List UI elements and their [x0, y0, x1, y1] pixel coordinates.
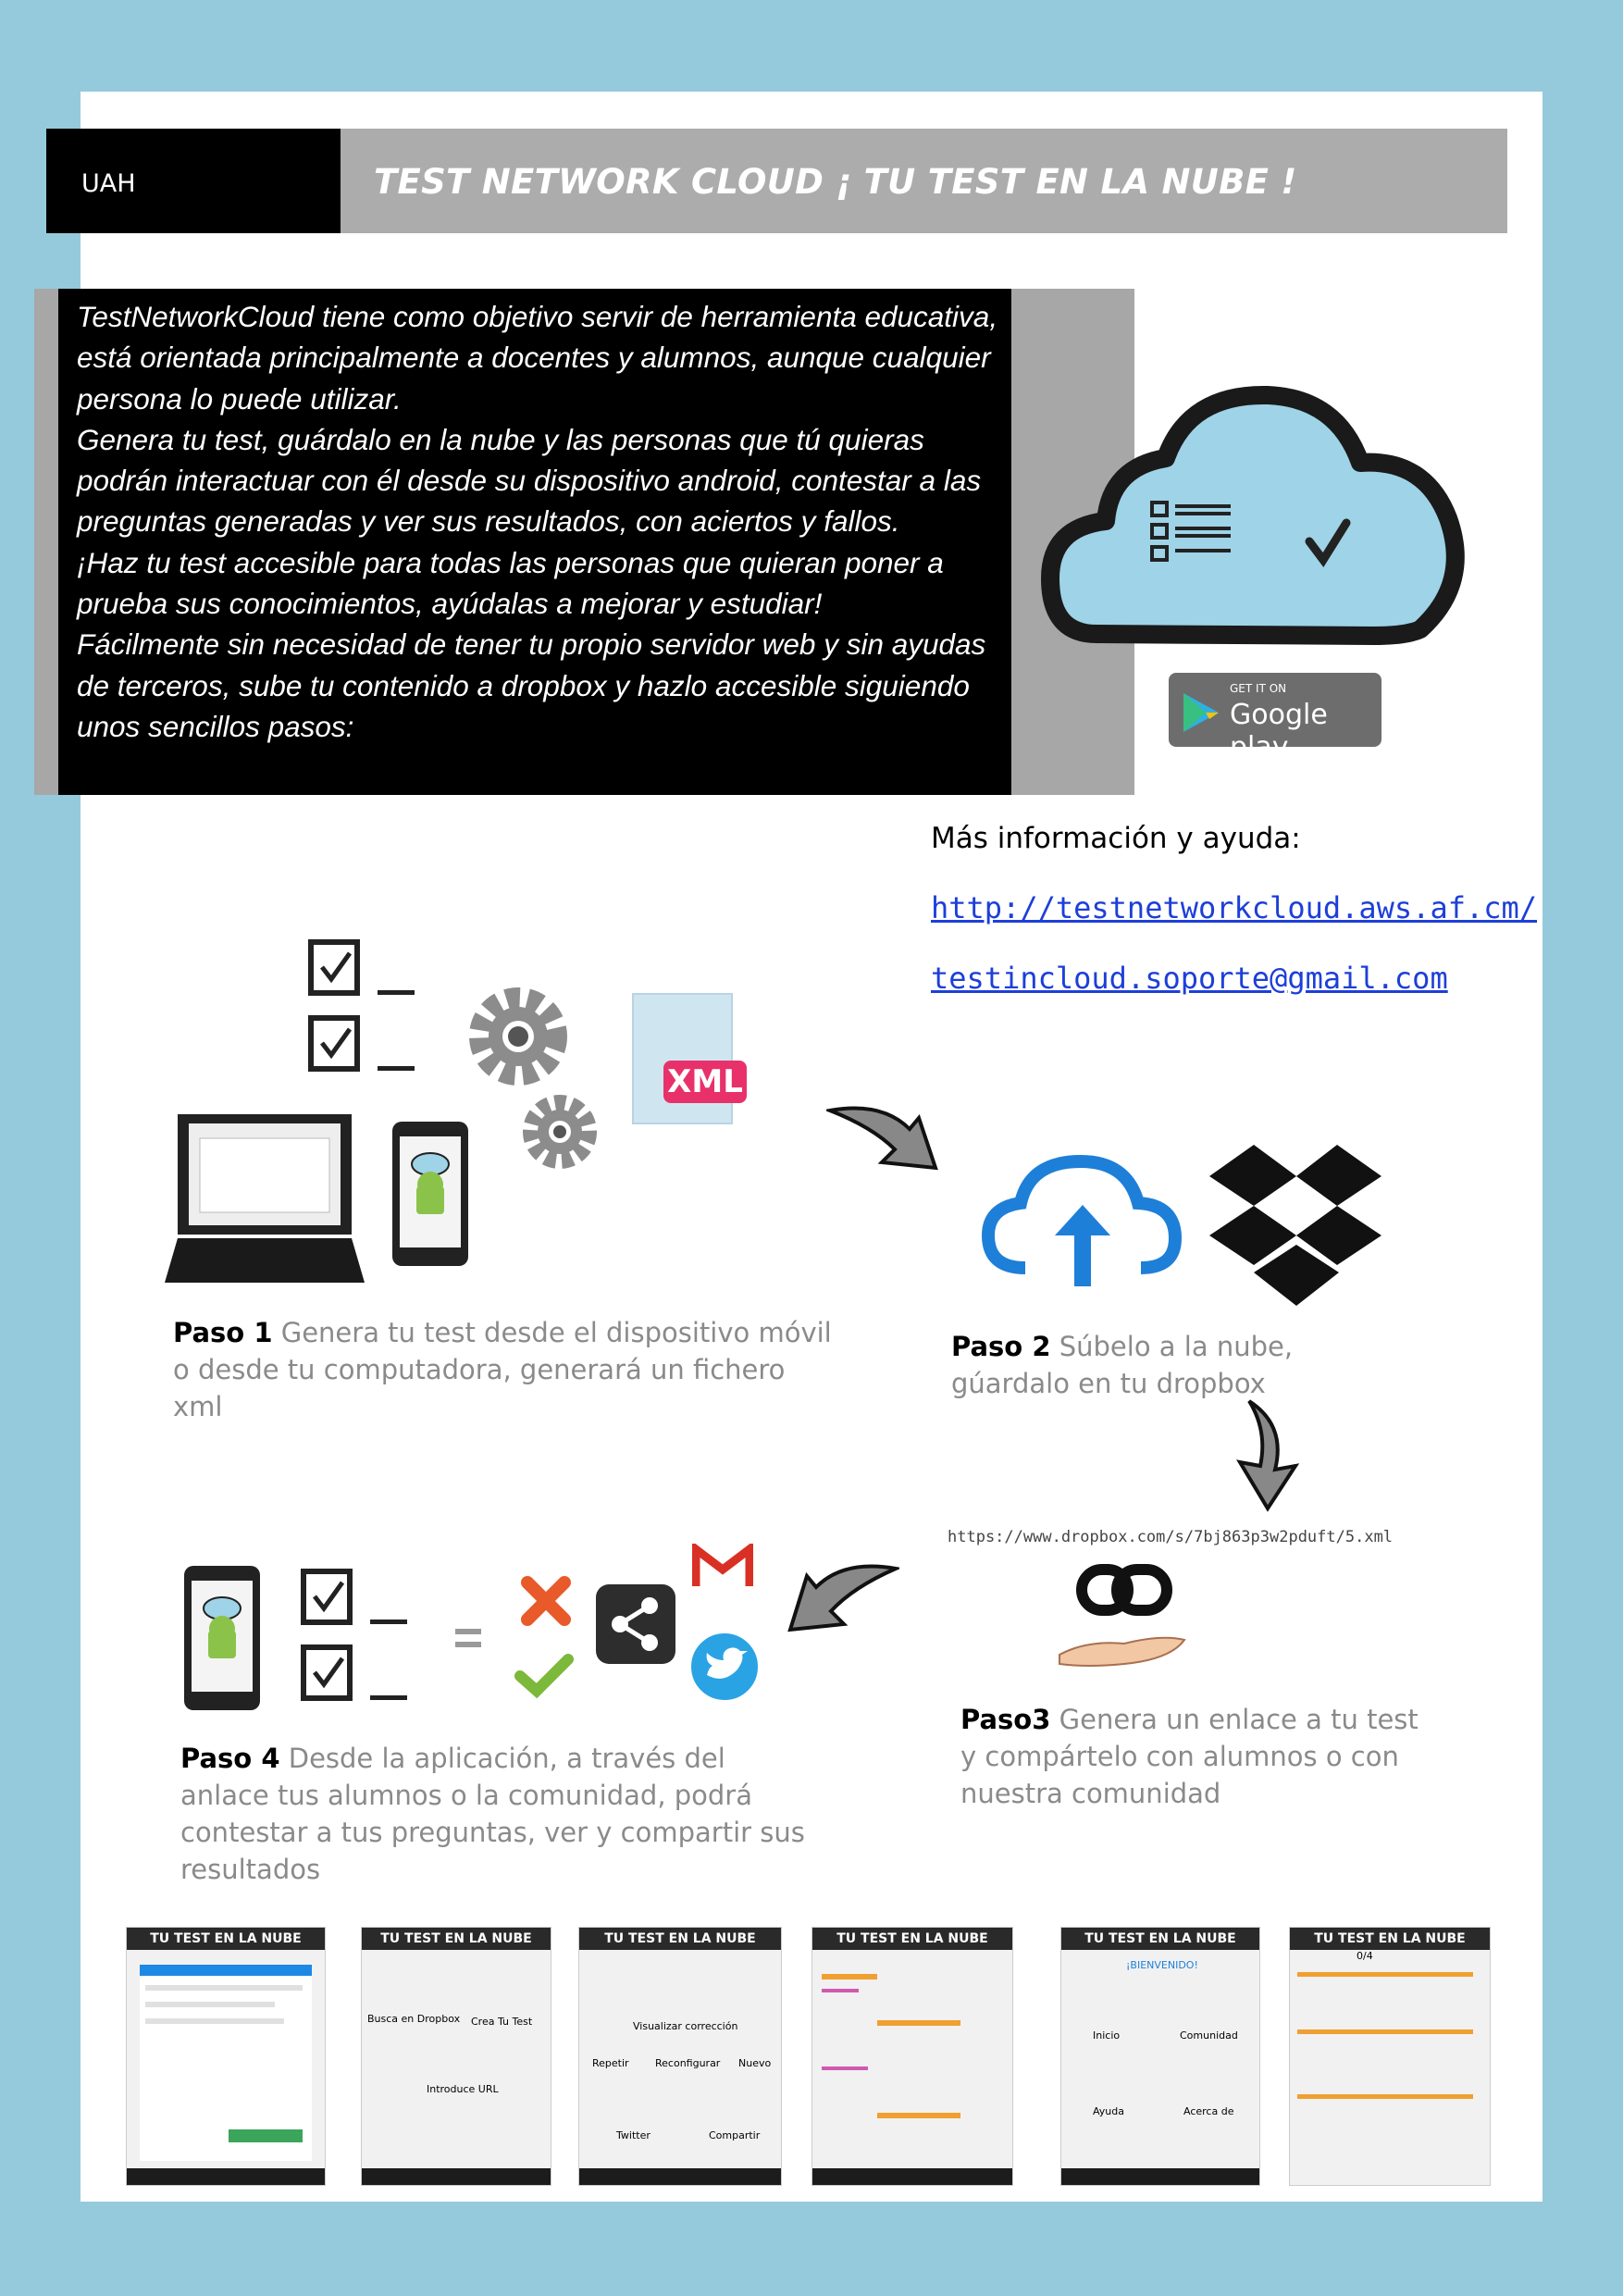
app-bar-title-6: TU TEST EN LA NUBE	[1290, 1928, 1490, 1950]
share-icon	[594, 1582, 677, 1666]
arrow-left-down-icon	[779, 1559, 899, 1638]
app-bar-title-2: TU TEST EN LA NUBE	[362, 1928, 551, 1950]
app-screen-results	[578, 1927, 782, 2186]
cloud-checklist-icon	[1041, 366, 1476, 652]
repeat-button[interactable]: Repetir	[592, 2057, 629, 2069]
step-2-number: Paso 2	[951, 1331, 1051, 1362]
header-title-block	[341, 129, 1507, 233]
step-4-number: Paso 4	[180, 1743, 280, 1774]
twitter-icon	[687, 1629, 762, 1705]
step-3-text: Genera un enlace a tu test y compártelo con alumnos o con nuestra comunidad	[960, 1704, 1419, 1809]
app-bar-title-3: TU TEST EN LA NUBE	[579, 1928, 781, 1950]
dropbox-share-url: https://www.dropbox.com/s/7bj863p3w2pduft/5.xml	[948, 1528, 1394, 1546]
dropbox-icon	[1208, 1143, 1383, 1309]
app-screen-welcome	[1060, 1927, 1260, 2186]
app-bar-title-5: TU TEST EN LA NUBE	[1061, 1928, 1259, 1950]
equals-icon	[455, 1629, 481, 1649]
share-button[interactable]: Compartir	[709, 2129, 761, 2141]
support-email-link[interactable]: testincloud.soporte@gmail.com	[931, 961, 1448, 996]
google-play-small: GET IT ON	[1230, 682, 1287, 695]
checklist-icon	[304, 935, 424, 1083]
app-bar-title-4: TU TEST EN LA NUBE	[812, 1928, 1012, 1950]
step-3-number: Paso3	[960, 1704, 1051, 1735]
new-button[interactable]: Nuevo	[738, 2057, 772, 2069]
header-left-block	[46, 129, 341, 233]
checklist-icon-2	[296, 1564, 416, 1712]
twitter-button[interactable]: Twitter	[616, 2129, 650, 2141]
menu-create-test[interactable]: Crea Tu Test	[471, 2016, 533, 2028]
app-bar-title: TU TEST EN LA NUBE	[127, 1928, 325, 1950]
website-link[interactable]: http://testnetworkcloud.aws.af.cm/	[931, 890, 1538, 925]
xml-file-icon	[632, 993, 743, 1123]
play-store-icon	[1182, 691, 1222, 734]
header-org-label: UAH	[81, 169, 136, 198]
laptop-icon	[165, 1111, 365, 1286]
help-button[interactable]: Ayuda	[1093, 2105, 1124, 2117]
wrong-icon	[518, 1573, 574, 1629]
link-hand-icon	[1050, 1562, 1189, 1678]
gear-icon	[463, 981, 574, 1092]
correct-icon	[514, 1652, 574, 1698]
step-1-text: Genera tu test desde el dispositivo móvil o desde tu computadora, generará un fichero xml	[173, 1317, 832, 1422]
intro-text: TestNetworkCloud tiene como objetivo servir de herramienta educativa, está orientada principalmente a docentes y alumnos, aunque cualquier persona lo puede utilizar. Genera tu test, guárdalo en la nube y las personas que tú quieras podrán interactuar con él desde su dispositivo android, contestar a las preguntas generadas y ver sus resultados, con aciertos y fallos. ¡Haz tu test accesible para todas las personas que quieran poner a prueba sus conocimientos, ayúdalas a mejorar y estudiar! Fácilmente sin necesidad de tener tu propio servidor web y sin ayudas de terceros, sube tu contenido a dropbox y hazlo accesible siguiendo unos sencillos pasos:	[77, 300, 998, 743]
arrow-right-down-icon	[826, 1101, 947, 1175]
intro-panel	[58, 289, 1011, 795]
about-button[interactable]: Acerca de	[1183, 2105, 1234, 2117]
app-screen-dropbox-dialog	[126, 1927, 326, 2186]
android-phone-icon-2	[180, 1564, 264, 1712]
google-play-big: Google play	[1230, 699, 1328, 763]
step-1-number: Paso 1	[173, 1317, 273, 1348]
cloud-upload-icon	[979, 1148, 1184, 1296]
gmail-icon	[692, 1544, 753, 1590]
more-info-label: Más información y ayuda:	[931, 822, 1301, 855]
community-button[interactable]: Comunidad	[1180, 2029, 1238, 2042]
welcome-title: ¡BIENVENIDO!	[1126, 1959, 1198, 1971]
app-screen-question	[1289, 1927, 1491, 2186]
arrow-down-icon	[1231, 1397, 1305, 1513]
step-4-text: Desde la aplicación, a través del anlace tus alumnos o la comunidad, podrá contestar a tus preguntas, ver y compartir sus resultados	[180, 1743, 805, 1885]
google-play-badge[interactable]	[1169, 673, 1381, 763]
menu-search-dropbox[interactable]: Busca en Dropbox	[367, 2013, 461, 2025]
reconfigure-button[interactable]: Reconfigurar	[655, 2057, 721, 2069]
app-screen-main-menu	[361, 1927, 551, 2186]
xml-badge: XML	[663, 1061, 747, 1103]
android-phone-icon	[389, 1120, 472, 1268]
step-4	[180, 1740, 810, 1888]
home-button[interactable]: Inicio	[1093, 2029, 1121, 2042]
step-2	[951, 1328, 1414, 1402]
step-3	[960, 1701, 1442, 1812]
view-correction[interactable]: Visualizar corrección	[633, 2020, 738, 2032]
app-screen-answers	[812, 1927, 1013, 2186]
question-counter: 0/4	[1357, 1950, 1373, 1962]
menu-enter-url[interactable]: Introduce URL	[427, 2083, 499, 2095]
small-gear-icon	[518, 1090, 601, 1173]
step-1	[173, 1314, 839, 1425]
header-title: TEST NETWORK CLOUD ¡ TU TEST EN LA NUBE !	[374, 162, 1297, 202]
step-2-text: Súbelo a la nube, gúardalo en tu dropbox	[951, 1331, 1294, 1399]
